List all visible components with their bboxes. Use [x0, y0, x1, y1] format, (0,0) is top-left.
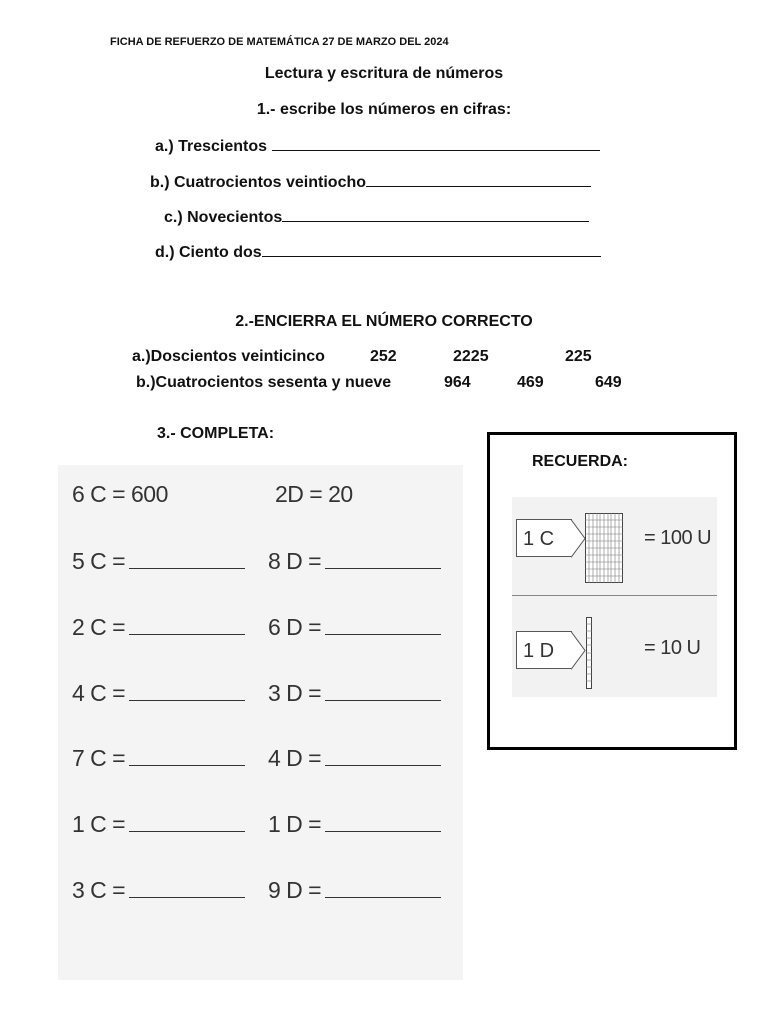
section1-item-d [155, 242, 601, 262]
answer-blank[interactable] [325, 550, 441, 569]
answer-line[interactable] [272, 136, 600, 151]
section2-row-b [136, 374, 391, 392]
section2-row-a [132, 348, 325, 366]
exercise-right-row: 8 D = [268, 548, 441, 575]
hundred-block-icon [585, 513, 623, 583]
exercise-left-row: 2 C = [72, 614, 245, 641]
tag-arrow-icon [571, 631, 587, 670]
centena-equals: = 100 U [644, 527, 712, 549]
ten-rod-icon [586, 617, 592, 689]
decena-tag: 1 D [516, 631, 572, 669]
exercise-right-row: 6 D = [268, 614, 441, 641]
worksheet-header: FICHA DE REFUERZO DE MATEMÁTICA 27 DE MARZO DEL 2024 [110, 36, 449, 48]
example-left: 6 C = 600 [72, 481, 168, 507]
decena-equals: = 10 U [644, 637, 701, 659]
exercise-left-row: 5 C = [72, 548, 245, 575]
worksheet-title: Lectura y escritura de números [264, 65, 504, 82]
section1-item-a [155, 136, 600, 156]
option-225[interactable]: 225 [565, 348, 592, 365]
option-649[interactable]: 649 [595, 374, 622, 391]
recuerda-illustration [512, 497, 717, 697]
answer-blank[interactable] [129, 813, 245, 832]
answer-blank[interactable] [129, 616, 245, 635]
exercise-left-row: 4 C = [72, 680, 245, 707]
option-252[interactable]: 252 [370, 348, 397, 365]
section1-item-c [164, 207, 589, 227]
section3-heading: 3.- COMPLETA: [157, 425, 275, 442]
exercise-left-row: 7 C = [72, 745, 245, 772]
answer-blank[interactable] [129, 550, 245, 569]
row-label: b.)Cuatrocientos sesenta y nueve [136, 374, 392, 391]
recuerda-box [487, 432, 737, 750]
exercise-right-row: 1 D = [268, 811, 441, 838]
exercise-right-row: 9 D = [268, 877, 441, 904]
section1-item-b [150, 172, 591, 192]
answer-line[interactable] [282, 207, 589, 222]
answer-blank[interactable] [325, 813, 441, 832]
item-label: c.) Novecientos [164, 209, 283, 226]
item-label: d.) Ciento dos [155, 244, 262, 261]
section2-heading: 2.-ENCIERRA EL NÚMERO CORRECTO [235, 313, 533, 330]
answer-line[interactable] [366, 172, 591, 187]
complete-exercise [58, 465, 463, 980]
divider [512, 595, 717, 596]
item-label: a.) Trescientos [155, 138, 272, 155]
example-right: 2D = 20 [275, 481, 353, 507]
item-label: b.) Cuatrocientos veintiocho [150, 174, 367, 191]
answer-blank[interactable] [129, 682, 245, 701]
recuerda-heading: RECUERDA: [532, 453, 628, 470]
exercise-right-row: 3 D = [268, 680, 441, 707]
answer-blank[interactable] [129, 879, 245, 898]
answer-blank[interactable] [325, 747, 441, 766]
answer-blank[interactable] [325, 879, 441, 898]
answer-blank[interactable] [325, 616, 441, 635]
option-2225[interactable]: 2225 [453, 348, 489, 365]
option-964[interactable]: 964 [444, 374, 471, 391]
answer-blank[interactable] [325, 682, 441, 701]
centena-tag: 1 C [516, 519, 572, 557]
answer-line[interactable] [262, 242, 601, 257]
exercise-left-row: 3 C = [72, 877, 245, 904]
section1-heading: 1.- escribe los números en cifras: [256, 101, 512, 118]
option-469[interactable]: 469 [517, 374, 544, 391]
row-label: a.)Doscientos veinticinco [132, 348, 325, 365]
answer-blank[interactable] [129, 747, 245, 766]
exercise-right-row: 4 D = [268, 745, 441, 772]
exercise-left-row: 1 C = [72, 811, 245, 838]
